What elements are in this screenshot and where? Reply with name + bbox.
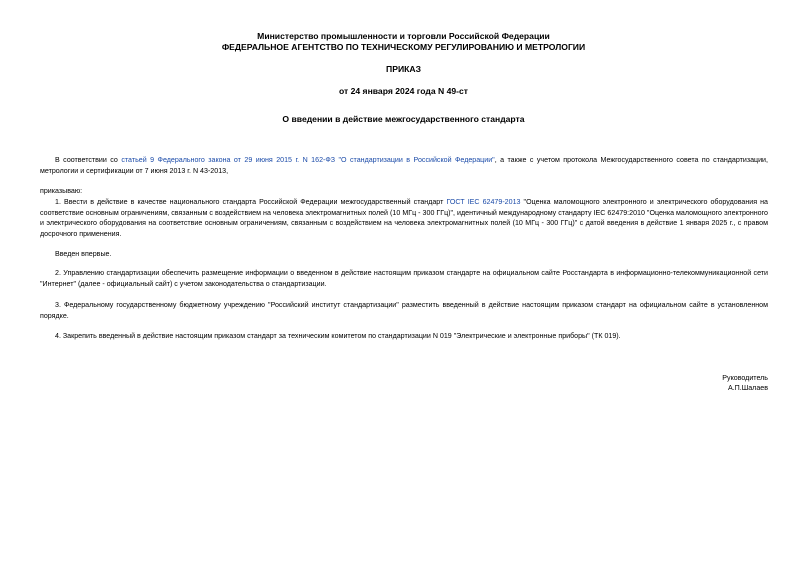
preamble-prefix: В соответствии со — [55, 156, 122, 164]
document-date-number: от 24 января 2024 года N 49-ст — [338, 86, 468, 96]
preamble-suffix: , а также с учетом протокола Межгосударственного совета по стандартизации, метрологии и сертификации от 7 июня 2013 г. N 43-2013, — [40, 156, 768, 175]
item-1-suffix: "Оценка маломощного электронного и электрического оборудования на соответствие основным ограничениям, связанным с воздействием на человека электромагнитных полей (10 МГц - 300 ГГц)", идентичный международному стандарту IEC 62479:2010 "Оценка маломощного электронного и электрического оборудования на соответствие основным ограничениям, связанным с воздействием на человека электромагнитных полей (10 МГц - 300 ГГц)" с датой введения в действие 1 января 2025 г., с правом досрочного применения. — [40, 198, 768, 238]
item-3-paragraph: 3. Федеральному государственному бюджетному учреждению "Российский институт стандартизации" разместить введенный в действие настоящим приказом стандарт на официальном сайте в установленном порядке. — [40, 301, 768, 320]
signature-name: А.П.Шалаев — [727, 384, 768, 392]
gost-standard-link[interactable]: ГОСТ IEC 62479-2013 — [446, 198, 521, 206]
federal-law-link[interactable]: статьей 9 Федерального закона от 29 июня 2015 г. N 162-ФЗ "О стандартизации в Российской Федерации" — [121, 156, 495, 164]
introduced-first-note: Введен впервые. — [55, 250, 112, 258]
preamble-paragraph — [40, 155, 768, 176]
signature-role: Руководитель — [722, 374, 768, 382]
document-title: О введении в действие межгосударственного стандарта — [282, 114, 525, 124]
item-4-paragraph: 4. Закрепить введенный в действие настоящим приказом стандарт за техническим комитетом по стандартизации N 019 "Электрические и электронные приборы" (ТК 019). — [55, 332, 621, 340]
item-1-paragraph — [40, 197, 768, 239]
order-word: приказываю: — [40, 187, 83, 195]
document-type: ПРИКАЗ — [386, 64, 421, 74]
ministry-name: Министерство промышленности и торговли Российской Федерации — [257, 31, 550, 41]
agency-name: ФЕДЕРАЛЬНОЕ АГЕНТСТВО ПО ТЕХНИЧЕСКОМУ РЕГУЛИРОВАНИЮ И МЕТРОЛОГИИ — [221, 42, 586, 52]
item-1-prefix: 1. Ввести в действие в качестве национального стандарта Российской Федерации межгосударственный стандарт — [55, 198, 447, 206]
item-2-paragraph: 2. Управлению стандартизации обеспечить размещение информации о введенном в действие настоящим приказом стандарте на официальном сайте Росстандарта в информационно-телекоммуникационной сети "Интернет" (далее - официальный сайт) с учетом законодательства о стандартизации. — [40, 269, 768, 288]
